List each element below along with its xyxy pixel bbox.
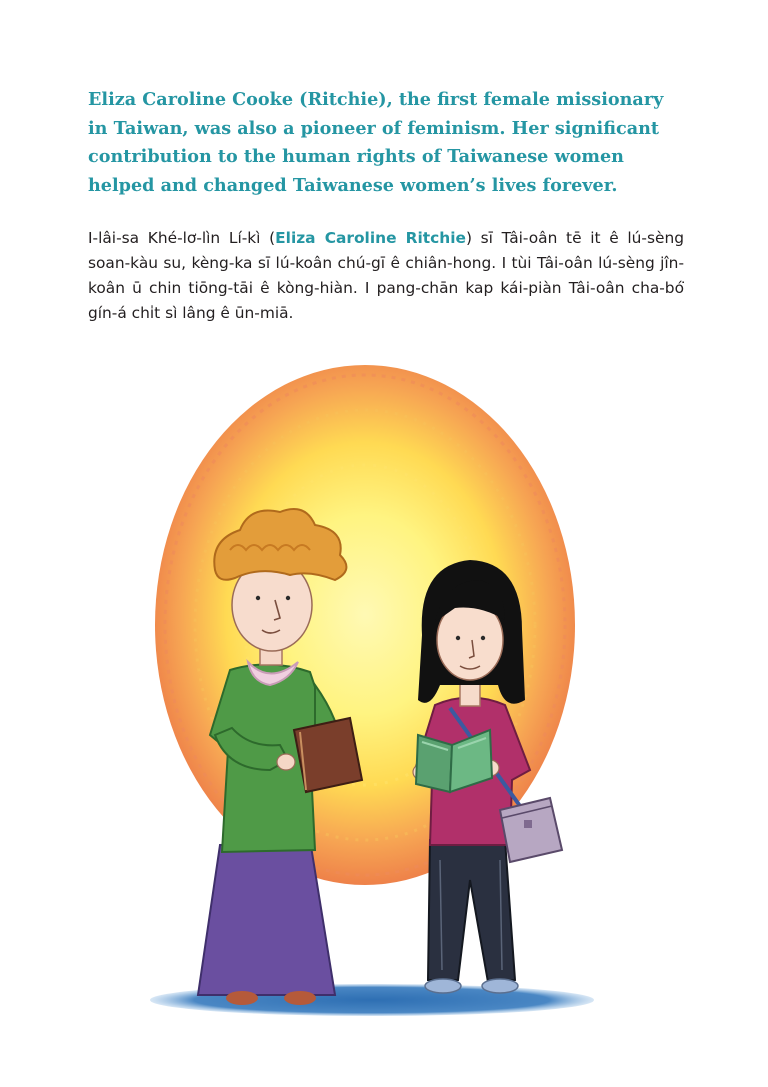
body-paragraph xyxy=(88,226,684,326)
intro-paragraph: Eliza Caroline Cooke (Ritchie), the first female missionary in Taiwan, was also a pioneer of feminism. Her significant contribution to the human rights of Taiwanese women helped and changed Taiwanese women’s lives forever. xyxy=(88,89,664,196)
illustration xyxy=(110,340,650,1030)
body-text-start: I-lâi-sa Khé-lơ-lìn Lí-kì ( xyxy=(88,229,276,247)
body-text-end: ) sī Tâi-oân tē it ê lú-sèng soan-kàu su, kèng-ka sī lú-koân chú-gī ê chiân-hong. I tùi Tâi-oân lú-sèng jîn-koân ū chin tiōng-tāi ê kòng-hiàn. I pang-chān kap kái-piàn Tâi-oân cha-bó͘ gín-á chi̍t sì lâng ê ūn-miā. xyxy=(88,229,684,322)
body-highlight-name: Eliza Caroline Ritchie xyxy=(275,229,466,247)
shoulder-bag xyxy=(500,798,562,862)
brown-book xyxy=(294,718,362,792)
